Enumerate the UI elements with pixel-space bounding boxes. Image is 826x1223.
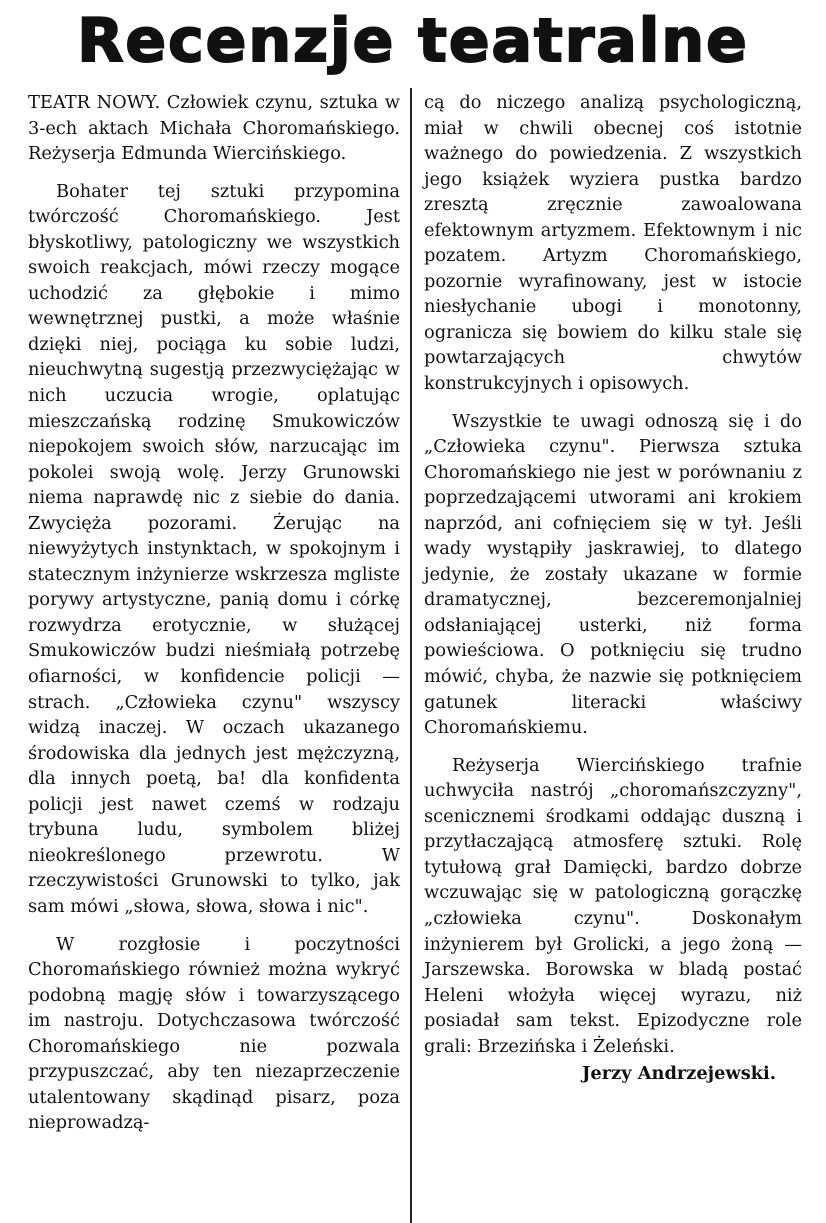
headline: Recenzje teatralne: [77, 6, 749, 76]
right-column: [424, 90, 802, 1087]
column-rule: [410, 88, 412, 1223]
body-paragraph: Wszystkie te uwagi odnoszą się i do „Człowieka czynu". Pierwsza sztuka Choromańskiego nie jest w porównaniu z poprzedzającemi utworami ani krokiem naprzód, ani cofnięciem się w tył. Jeśli wady wystąpiły jaskrawiej, to dlatego jedynie, że zostały ukazane w formie dramatycznej, bezceremonjalniej odsłaniającej usterki, niż forma powieściowa. O potknięciu się trudno mówić, chyba, że nazwie się potknięciem gatunek literacki właściwy Choromańskiemu.: [424, 410, 802, 739]
body-paragraph: Reżyserja Wiercińskiego trafnie uchwyciła nastrój „choromańszczyzny", scenicznemi środkami oddając duszną i przytłaczającą atmosferę sztuki. Rolę tytułową grał Damięcki, bardzo dobrze wczuwając się w patologiczną gorączkę „człowieka czynu". Doskonałym inżynierem był Grolicki, a jego żoną — Jarszewska. Borowska w bladą postać Heleni włożyła więcej wyrazu, niż posiadał sam tekst. Epizodyczne role grali: Brzezińska i Żeleński.: [424, 754, 802, 1057]
review-header-paragraph: TEATR NOWY. Człowiek czynu, sztuka w 3-ech aktach Michała Choromańskiego. Reżyserja Edmunda Wiercińskiego.: [28, 92, 400, 165]
body-paragraph: cą do niczego analizą psychologiczną, miał w chwili obecnej coś istotnie ważnego do powiedzenia. Z wszystkich jego książek wyziera pustka bardzo zresztą zręcznie zawoalowana efektownym artyzmem. Efektownym i nic pozatem. Artyzm Choromańskiego, pozornie wyrafinowany, jest w istocie niesłychanie ubogi i monotonny, ogranicza się bowiem do kilku stale się powtarzających chwytów konstrukcyjnych i opisowych.: [424, 92, 802, 395]
body-paragraph: W rozgłosie i poczytności Choromańskiego również można wykryć podobną magję słów i towarzyszącego im nastroju. Dotychczasowa twórczość Choromańskiego nie pozwala przypuszczać, aby ten niezaprzeczenie utalentowany skądinąd pisarz, poza nieprowadzą-: [28, 933, 400, 1134]
author-byline: Jerzy Andrzejewski.: [582, 1063, 776, 1085]
left-column: [28, 90, 400, 1136]
body-paragraph: Bohater tej sztuki przypomina twórczość Choromańskiego. Jest błyskotliwy, patologiczny we wszystkich swoich reakcjach, mówi rzeczy mogące uchodzić za głębokie i mimo wewnętrznej pustki, a może właśnie dzięki niej, pociąga ku sobie ludzi, nieuchwytną sugestją przezwyciężając w nich uczucia wrogie, oplatując mieszczańską rodzinę Smukowiczów niepokojem swoich słów, narzucając im pokolei swoją wolę. Jerzy Grunowski niema naprawdę nic z siebie do dania. Zwycięża pozorami. Żerując na niewyżytych instynktach, w spokojnym i statecznym inżynierze wskrzesza mgliste porywy artystyczne, panią domu i córkę rozwydrza erotycznie, w służącej Smukowiczów budzi nieśmiałą potrzebę ofiarności, w konfidencie policji — strach. „Człowieka czynu" wszyscy widzą inaczej. W oczach ukazanego środowiska dla jednych jest mężczyzną, dla innych poetą, ba! dla konfidenta policji jest nawet czemś w rodzaju trybuna ludu, symbolem bliżej nieokreślonego przewrotu. W rzeczywistości Grunowski to tylko, jak sam mówi „słowa, słowa, słowa i nic".: [28, 180, 400, 917]
